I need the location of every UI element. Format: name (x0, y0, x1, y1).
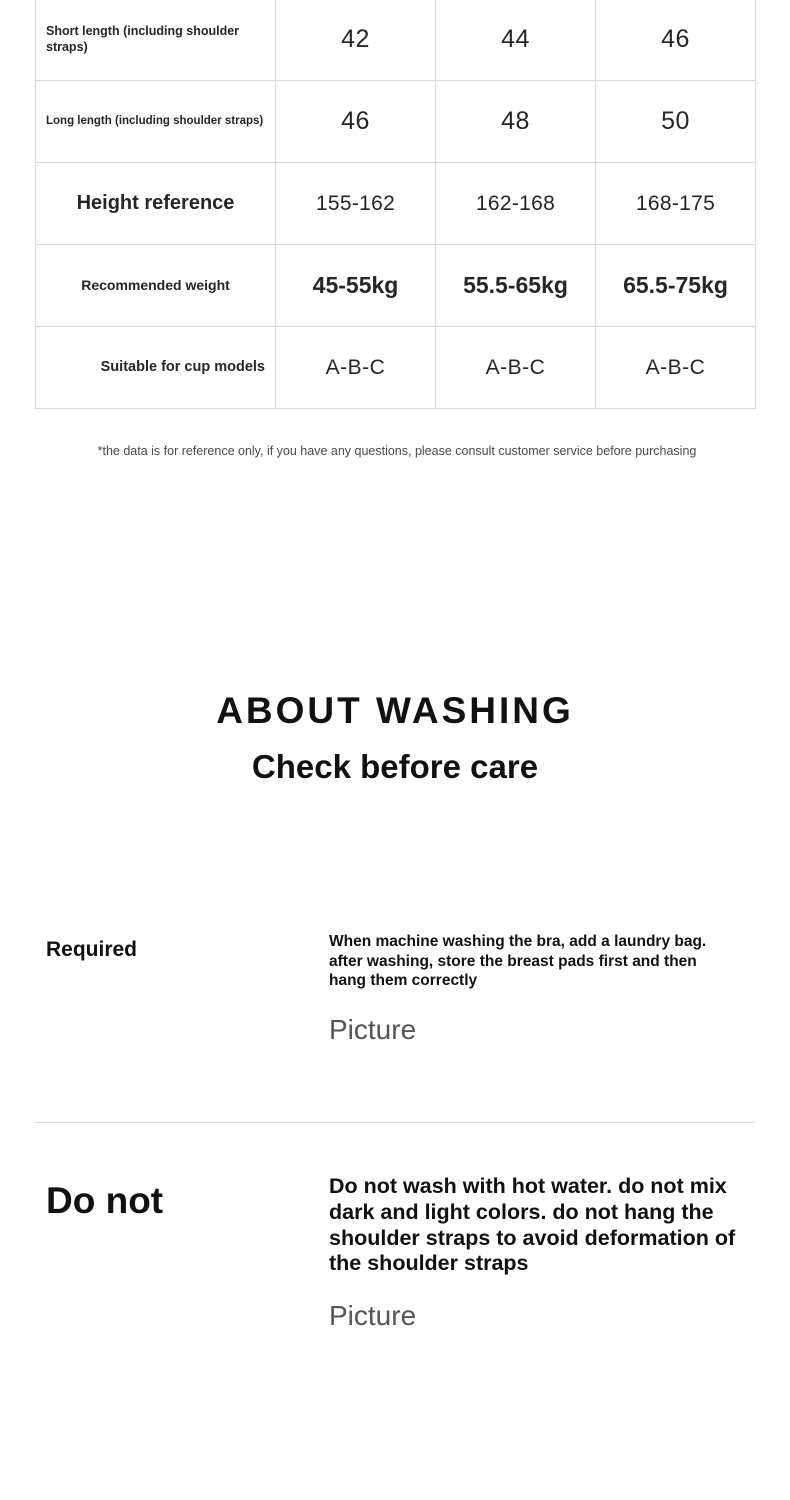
table-row (36, 163, 756, 245)
required-picture-placeholder: Picture (329, 1014, 417, 1045)
row-label: Recommended weight (36, 245, 276, 327)
do-not-description: Do not wash with hot water. do not mix dark and light colors. do not hang the shoulder straps to avoid deformation of the shoulder straps (329, 1174, 736, 1276)
row-value: 44 (436, 0, 596, 81)
required-label: Required (46, 938, 138, 961)
table-row (36, 327, 756, 409)
row-value: A-B-C (436, 327, 596, 409)
row-label: Suitable for cup models (36, 327, 276, 409)
row-value: 155-162 (276, 163, 436, 245)
row-value: 65.5-75kg (596, 245, 756, 327)
table-row (36, 81, 756, 163)
row-label: Short length (including shoulder straps) (36, 0, 276, 81)
do-not-picture-placeholder: Picture (329, 1300, 417, 1331)
required-description: When machine washing the bra, add a laundry bag. after washing, store the breast pads first and then hang them correctly (329, 933, 707, 990)
row-value: 46 (596, 0, 756, 81)
row-value: A-B-C (276, 327, 436, 409)
row-value: A-B-C (596, 327, 756, 409)
size-chart-table-wrapper (35, 0, 755, 409)
size-chart-table (35, 0, 756, 409)
section-divider (35, 1122, 755, 1123)
row-value: 162-168 (436, 163, 596, 245)
table-row (36, 245, 756, 327)
row-value: 55.5-65kg (436, 245, 596, 327)
size-chart-disclaimer: *the data is for reference only, if you have any questions, please consult customer service before purchasing (97, 444, 697, 458)
row-value: 45-55kg (276, 245, 436, 327)
row-value: 50 (596, 81, 756, 163)
table-row (36, 0, 756, 81)
washing-section-subtitle: Check before care (251, 748, 539, 785)
row-label: Height reference (36, 163, 276, 245)
row-value: 42 (276, 0, 436, 81)
row-value: 48 (436, 81, 596, 163)
washing-section-title: ABOUT WASHING (216, 690, 574, 731)
row-label: Long length (including shoulder straps) (36, 81, 276, 163)
do-not-label: Do not (46, 1180, 164, 1221)
row-value: 46 (276, 81, 436, 163)
row-value: 168-175 (596, 163, 756, 245)
